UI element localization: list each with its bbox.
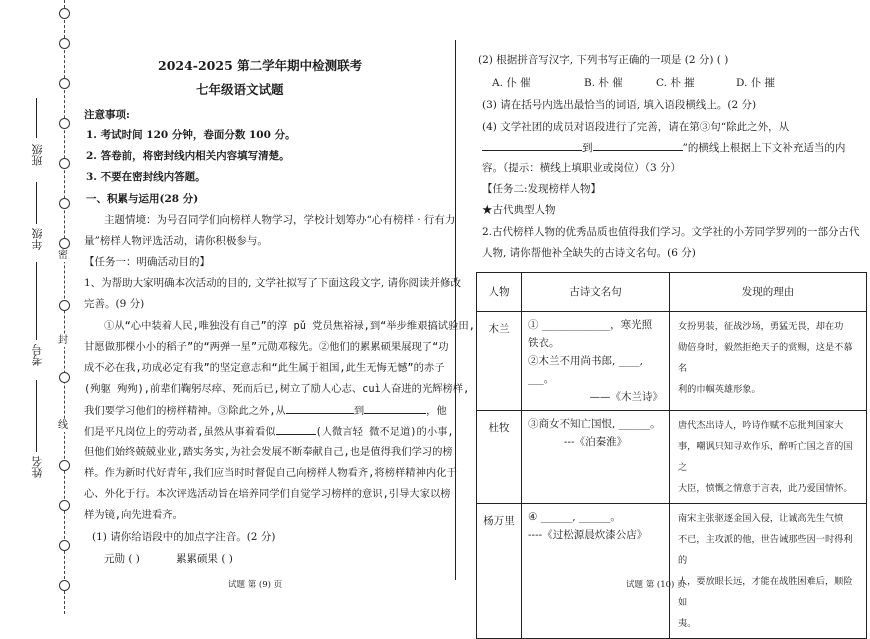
seal-mark: 线 [58,420,68,431]
binding-hole [59,372,70,383]
exam-title: 2024-2025 第二学年期中检测联考 [158,58,363,73]
blank-line[interactable] [482,140,582,151]
name-field[interactable] [36,380,37,452]
table-header: 古诗文名句 [522,273,670,312]
seal-mark: 密 [58,250,68,261]
question-line: 人物, 请你帮他补全缺失的古诗文名句。(6 分) [482,247,696,259]
reason-cell: 女扮男装，征战沙场，勇猛无畏，却在功 勋倍身时，毅然拒绝天子的赏赐，这是不慕名 利的巾帼英雄形象。 [670,312,867,411]
name-label: 姓名 [31,456,44,478]
notes-heading: 注意事项: [84,109,130,121]
note-item: 2. 答卷前，将密封线内相关内容填写清楚。 [86,150,290,162]
blank-line[interactable] [276,424,316,435]
star-heading: ★古代典型人物 [482,204,556,216]
table-header: 人物 [477,273,522,312]
exam-number-field[interactable] [36,262,37,340]
question-line: 1、为帮助大家明确本次活动的目的, 文学社拟写了下面这段文字, 请你阅读并修改 [84,277,462,289]
section-heading: 一、积累与运用(28 分) [86,193,199,205]
grade-field[interactable] [36,182,37,224]
binding-hole [59,460,70,471]
theme-line: 量”榜样人物评选活动，请你积极参与。 [84,235,268,247]
blank-line[interactable] [593,140,683,151]
grade-label: 年级 [31,228,44,250]
passage-line: (殉躯 殉殉),前辈们鞠躬尽瘁、死而后已,树立了励人心志、cuì人奋进的光辉榜样, [84,383,470,395]
class-label: 班级 [31,144,44,166]
column-divider [455,40,456,580]
question-line: 容。（提示：横线上填职业或岗位）（3 分） [482,162,682,174]
question-line: (3) 请在括号内选出最恰当的词语, 填入语段横线上。(2 分) [482,99,757,111]
binding-hole [59,238,70,249]
table-row [477,312,867,411]
theme-line: 主题情境：为号召同学们向榜样人物学习，学校计划筹办“心有榜样 · 行有力 [104,214,456,226]
binding-hole [59,500,70,511]
binding-hole [59,300,70,311]
passage-line: 样。作为新时代好青年,我们应当时时督促自己向榜样人物看齐,将榜样精神内化于 [84,467,457,479]
passage-line: 成不必在我,功成必定有我”的坚定意志和“此生属于祖国,此生无悔无憾”的赤子 [84,362,445,374]
option-a[interactable]: A. 仆 催 [492,77,531,89]
passage-line: 我们要学习他们的榜样精神。③除此之外,从 到 ，他 [84,405,447,417]
reason-cell: 唐代杰出诗人，吟诗作赋不忘批判国家大 事，嘲讽只知寻欢作乐，醉听亡国之音的国之 大臣，愤慨之情意于言表，此乃爱国情怀。 [670,411,867,504]
person-cell: 杜牧 [477,411,522,504]
option-d[interactable]: D. 仆 摧 [736,77,776,89]
task-heading: 【任务一：明确活动目的】 [84,256,210,268]
option-b[interactable]: B. 朴 催 [584,77,623,89]
question-line: (1) 请你给语段中的加点字注音。(2 分) [92,531,276,543]
question-line: (4) 文学社团的成员对语段进行了完善，请在第③句“除此之外，从 [482,121,790,133]
binding-hole [59,118,70,129]
pinyin-blank[interactable]: 累累硕果 ( ) [176,553,233,565]
person-cell: 木兰 [477,312,522,411]
note-item: 3. 不要在密封线内答题。 [86,171,206,183]
binding-hole [59,158,70,169]
question-line: (2) 根据拼音写汉字, 下列书写正确的一项是 (2 分) ( ) [478,54,729,66]
poem-cell[interactable]: ③商女不知亡国恨, ______。 ---《泊秦淮》 [522,411,670,504]
blank-line[interactable] [286,403,354,414]
binding-hole [59,580,70,591]
option-c[interactable]: C. 朴 摧 [656,77,695,89]
exam-subtitle: 七年级语文试题 [196,82,284,97]
passage-line: ①从“心中装着人民,唯独没有自己”的淳 pǔ 党员焦裕禄,到“举步维艰搞试验田, [104,320,475,332]
binding-hole [59,78,70,89]
question-line: 到 ”的横线上根据上下文补充适当的内 [482,140,845,155]
passage-line: 甘愿做那棵小小的稻子”的“两弹一星”元勋邓稼先。②他们的累累硕果展现了“功 [84,341,449,353]
table-row [477,411,867,504]
binding-hole [59,540,70,551]
pinyin-blank[interactable]: 元勋 ( ) [104,553,140,565]
note-item: 1. 考试时间 120 分钟，卷面分数 100 分。 [86,129,296,141]
page-footer: 试题 第 (10) 页 [626,580,686,590]
question-line: 2.古代榜样人物的优秀品质也值得我们学习。文学社的小芳同学罗列的一部分古代 [482,226,860,238]
binding-hole [59,8,70,19]
passage-line: 们是平凡岗位上的劳动者,虽然从事着看似 (人微言轻 微不足道)的小事, [84,426,454,438]
class-field[interactable] [36,98,37,138]
reason-cell: 南宋主张驱逐金国入侵，让诚高先生气愤 不已，主攻派的他，世告诫那些因一时得利的 人，要放眼长远，才能在战胜困难后，顺险如 夷。 [670,504,867,639]
binding-hole [59,198,70,209]
seal-mark: 封 [58,335,68,346]
task-heading: 【任务二:发现榜样人物】 [482,183,602,195]
table-row [477,504,867,639]
poem-cell[interactable]: ① _____________，寒光照 铁衣。 ②木兰不用尚书郎, ____, ___。 ——《木兰诗》 [522,312,670,411]
poem-cell[interactable]: ④ ______, ______。 ----《过松源晨炊漆公店》 [522,504,670,639]
question-line: 完善。(9 分) [84,298,145,310]
exam-number-label: 考号 [31,344,44,366]
passage-line: 心、外化于行。本次评选活动旨在培养同学们自觉学习榜样的意识,引导大家以榜 [84,488,451,500]
blank-line[interactable] [364,403,426,414]
page-footer: 试题 第 (9) 页 [228,580,283,590]
passage-line: 样为镜,向先进看齐。 [84,509,183,521]
table-header: 发现的理由 [670,273,867,312]
person-cell: 杨万里 [477,504,522,639]
binding-hole [59,38,70,49]
passage-line: 但他们始终兢兢业业,踏实务实,为社会发展不断奉献自己,也是值得我们学习的榜 [84,446,453,458]
